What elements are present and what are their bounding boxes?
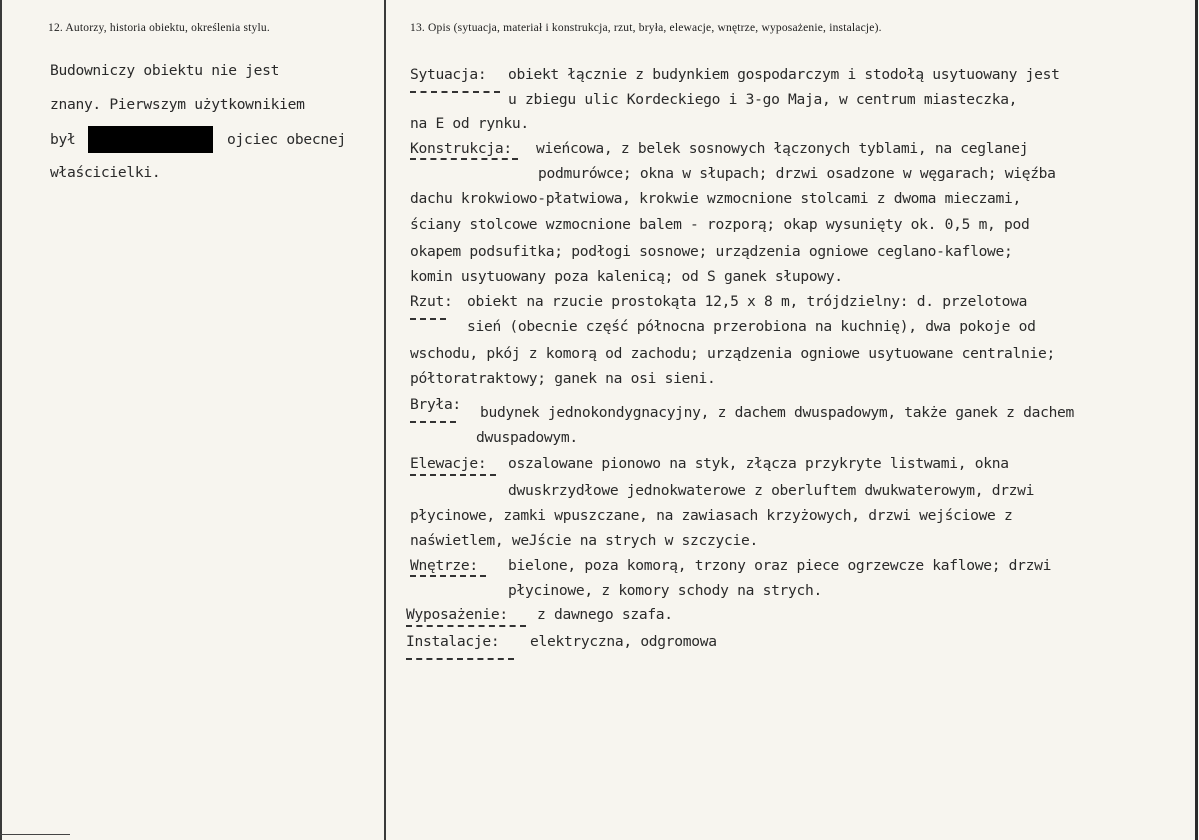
underline-instalacje <box>406 658 514 660</box>
rzut-line-1: obiekt na rzucie prostokąta 12,5 x 8 m, trójdzielny: d. przelotowa <box>467 293 1028 310</box>
konstrukcja-line-2: podmurówce; okna w słupach; drzwi osadzone w węgarach; więźba <box>538 165 1056 182</box>
right-border <box>1195 0 1198 840</box>
section-13-header: 13. Opis (sytuacja, materiał i konstrukcja, rzut, bryła, elewacje, wnętrze, wyposażenie, instalacje). <box>410 22 882 34</box>
bryla-line-1: budynek jednokondygnacyjny, z dachem dwuspadowym, także ganek z dachem <box>480 404 1075 421</box>
konstrukcja-line-5: okapem podsufitka; podłogi sosnowe; urządzenia ogniowe ceglano-kaflowe; <box>410 243 1013 260</box>
underline-sytuacja <box>410 91 500 93</box>
authors-line-4: ojciec obecnej <box>227 131 346 148</box>
label-bryla: Bryła: <box>410 396 461 413</box>
label-sytuacja: Sytuacja: <box>410 66 487 83</box>
konstrukcja-line-6: komin usytuowany poza kalenicą; od S ganek słupowy. <box>410 268 843 285</box>
redacted-name <box>88 126 213 153</box>
bryla-line-2: dwuspadowym. <box>476 429 578 446</box>
sytuacja-line-2: u zbiegu ulic Kordeckiego i 3-go Maja, w centrum miasteczka, <box>508 91 1018 108</box>
elewacje-line-2: dwuskrzydłowe jednokwaterowe z oberluftem dwukwaterowym, drzwi <box>508 482 1035 499</box>
underline-wyposazenie <box>406 625 526 627</box>
sytuacja-line-1: obiekt łącznie z budynkiem gospodarczym i stodołą usytuowany jest <box>508 66 1060 83</box>
wnetrze-line-2: płycinowe, z komory schody na strych. <box>508 582 822 599</box>
label-rzut: Rzut: <box>410 293 453 310</box>
rzut-line-4: półtoratraktowy; ganek na osi sieni. <box>410 370 716 387</box>
rzut-line-3: wschodu, pkój z komorą od zachodu; urządzenia ogniowe usytuowane centralnie; <box>410 345 1055 362</box>
label-konstrukcja: Konstrukcja: <box>410 140 512 157</box>
elewacje-line-3: płycinowe, zamki wpuszczane, na zawiasach krzyżowych, drzwi wejściowe z <box>410 507 1013 524</box>
elewacje-line-1: oszalowane pionowo na styk, złącza przykryte listwami, okna <box>508 455 1009 472</box>
underline-wnetrze <box>410 575 486 577</box>
konstrukcja-line-3: dachu krokwiowo-płatwiowa, krokwie wzmocnione stolcami z dwoma mieczami, <box>410 190 1022 207</box>
underline-rzut <box>410 318 446 320</box>
underline-konstrukcja <box>410 158 518 160</box>
column-divider <box>384 0 386 840</box>
authors-line-3: był <box>50 131 76 148</box>
label-instalacje: Instalacje: <box>406 633 500 650</box>
left-border <box>0 0 2 840</box>
elewacje-line-4: naświetlem, weJście na strych w szczycie. <box>410 532 758 549</box>
label-elewacje: Elewacje: <box>410 455 487 472</box>
label-wnetrze: Wnętrze: <box>410 557 478 574</box>
underline-elewacje <box>410 474 496 476</box>
rzut-line-2: sień (obecnie część północna przerobiona na kuchnię), dwa pokoje od <box>467 318 1036 335</box>
instalacje-text: elektryczna, odgromowa <box>530 633 717 650</box>
label-wyposazenie: Wyposażenie: <box>406 606 508 623</box>
authors-line-2: znany. Pierwszym użytkownikiem <box>50 96 305 113</box>
wyposazenie-text: z dawnego szafa. <box>537 606 673 623</box>
bottom-mark <box>0 834 70 835</box>
sytuacja-line-3: na E od rynku. <box>410 115 529 132</box>
underline-bryla <box>410 421 456 423</box>
section-12-header: 12. Autorzy, historia obiektu, określenia stylu. <box>48 22 270 34</box>
wnetrze-line-1: bielone, poza komorą, trzony oraz piece ogrzewcze kaflowe; drzwi <box>508 557 1052 574</box>
authors-line-1: Budowniczy obiektu nie jest <box>50 62 280 79</box>
konstrukcja-line-1: wieńcowa, z belek sosnowych łączonych tyblami, na ceglanej <box>536 140 1029 157</box>
authors-line-5: właścicielki. <box>50 164 161 181</box>
konstrukcja-line-4: ściany stolcowe wzmocnione balem - rozporą; okap wysunięty ok. 0,5 m, pod <box>410 216 1030 233</box>
